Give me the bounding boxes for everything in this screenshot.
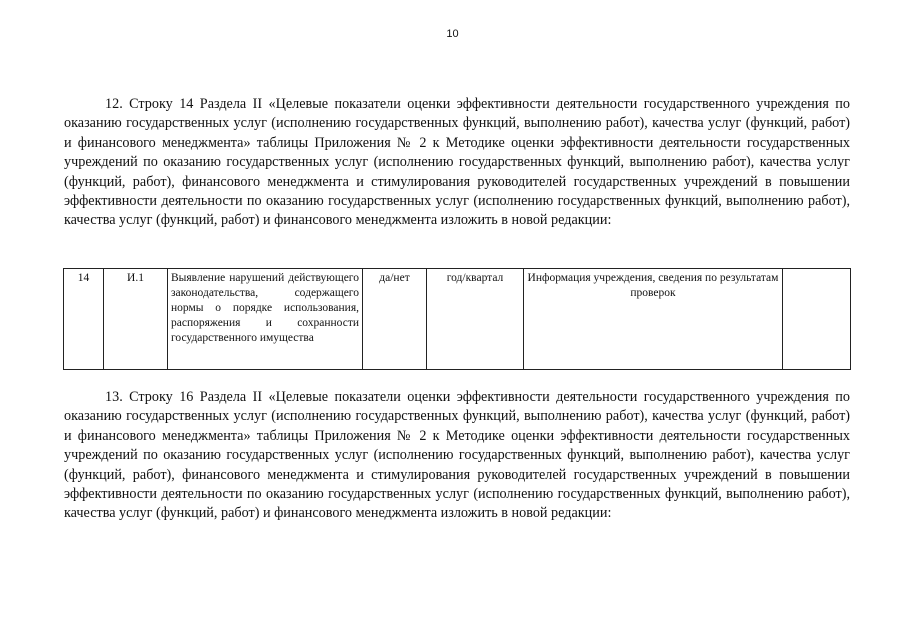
row-number-cell: 14 <box>64 269 104 370</box>
indicator-description-cell <box>168 269 363 370</box>
source-cell: Информация учреждения, сведения по результатам проверок <box>524 269 783 370</box>
period-cell: год/квартал <box>427 269 524 370</box>
paragraph-item-13: 13. Строку 16 Раздела II «Целевые показатели оценки эффективности деятельности государственного учреждения по оказанию государственных услуг (исполнению государственных функций, выполнению работ), качества услуг (функций, работ) и финансового менеджмента» таблицы Приложения № 2 к Методике оценки эффективности деятельности государственных учреждений по оказанию государственных услуг (исполнению государственных функций, выполнению работ), качества услуг (функций, работ), финансового менеджмента и стимулирования руководителей государственных учреждений в повышении эффективности деятельности по оказанию государственных услуг (исполнению государственных функций, выполнению работ), качества услуг (функций, работ) и финансового менеджмента изложить в новой редакции: <box>64 389 850 522</box>
paragraph-item-12: 12. Строку 14 Раздела II «Целевые показатели оценки эффективности деятельности государственного учреждения по оказанию государственных услуг (исполнению государственных функций, выполнению работ), качества услуг (функций, работ) и финансового менеджмента» таблицы Приложения № 2 к Методике оценки эффективности деятельности государственных учреждений по оказанию государственных услуг (исполнению государственных функций, выполнению работ), качества услуг (функций, работ), финансового менеджмента и стимулирования руководителей государственных учреждений в повышении эффективности деятельности по оказанию государственных услуг (исполнению государственных функций, выполнению работ), качества услуг (функций, работ) и финансового менеджмента изложить в новой редакции: <box>64 96 850 229</box>
indicator-description-text: Выявление нарушений действующего законодательства, содержащего нормы о порядке использования, распоряжения и сохранности государственного имущества <box>171 272 359 344</box>
unit-cell: да/нет <box>363 269 427 370</box>
empty-cell <box>783 269 851 370</box>
table-row <box>64 269 851 370</box>
indicator-table <box>63 268 851 370</box>
page-number: 10 <box>446 28 459 40</box>
indicator-code-cell: И.1 <box>104 269 168 370</box>
